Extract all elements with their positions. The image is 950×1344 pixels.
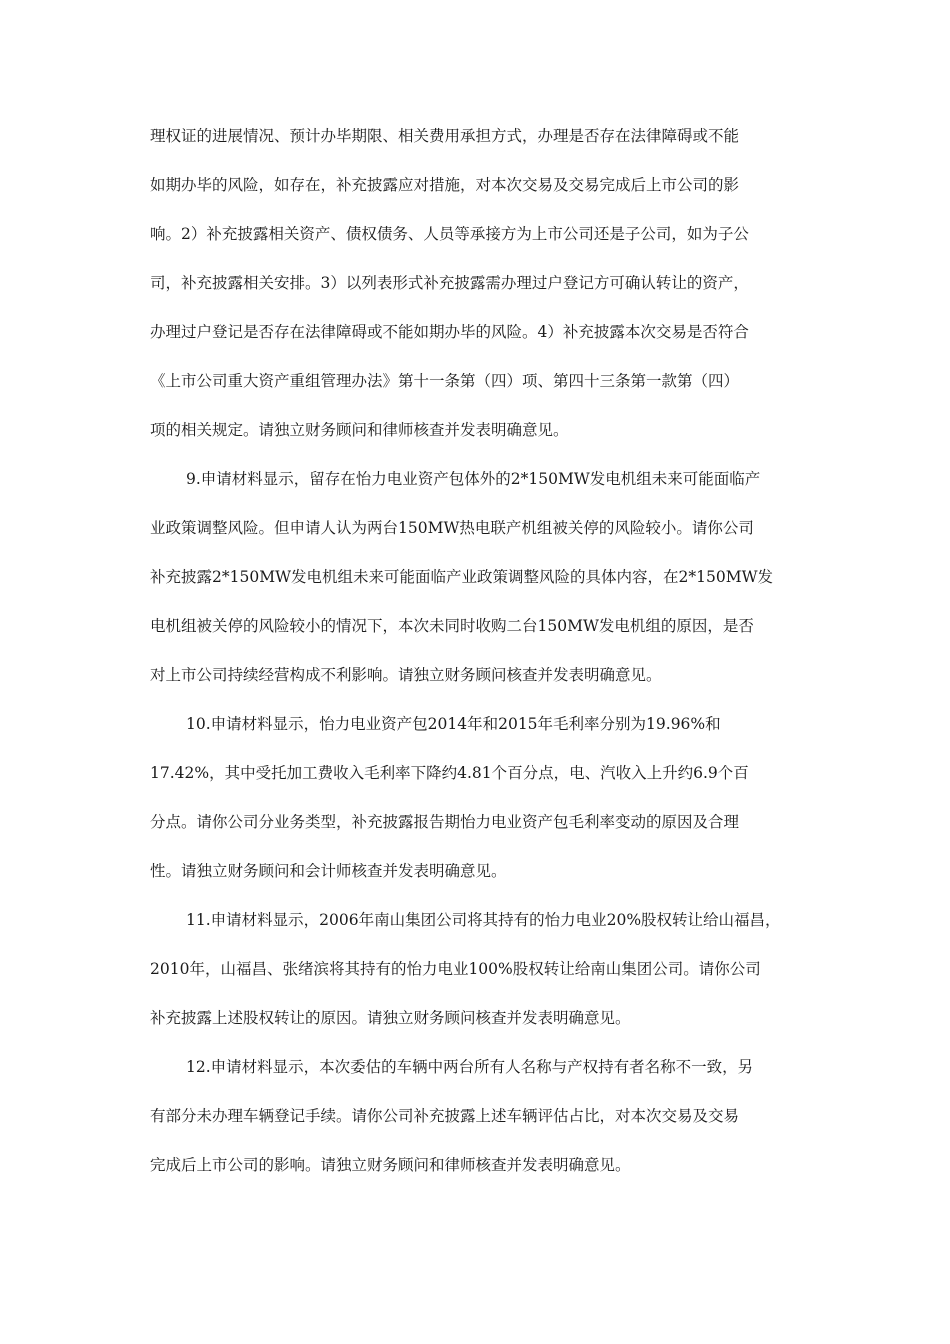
text-line: 补充披露上述股权转让的原因。请独立财务顾问核查并发表明确意见。 bbox=[150, 1009, 631, 1027]
text-line: 2010年，山福昌、张绪滨将其持有的怡力电业100%股权转让给南山集团公司。请你公司 bbox=[150, 960, 761, 978]
text-line: 响。2）补充披露相关资产、债权债务、人员等承接方为上市公司还是子公司，如为子公 bbox=[150, 225, 749, 243]
text-line: 完成后上市公司的影响。请独立财务顾问和律师核查并发表明确意见。 bbox=[150, 1156, 631, 1174]
text-line: 项的相关规定。请独立财务顾问和律师核查并发表明确意见。 bbox=[150, 421, 569, 439]
text-line: 对上市公司持续经营构成不利影响。请独立财务顾问核查并发表明确意见。 bbox=[150, 666, 662, 684]
text-line: 如期办毕的风险，如存在，补充披露应对措施，对本次交易及交易完成后上市公司的影 bbox=[150, 176, 740, 194]
text-line: 17.42%，其中受托加工费收入毛利率下降约4.81个百分点，电、汽收入上升约6.9个百 bbox=[150, 764, 749, 782]
text-line: 电机组被关停的风险较小的情况下，本次未同时收购二台150MW发电机组的原因，是否 bbox=[150, 617, 754, 635]
text-line: 司，补充披露相关安排。3）以列表形式补充披露需办理过户登记方可确认转让的资产， bbox=[150, 274, 749, 292]
text-line: 分点。请你公司分业务类型，补充披露报告期怡力电业资产包毛利率变动的原因及合理 bbox=[150, 813, 740, 831]
paragraph-11-start: 11.申请材料显示，2006年南山集团公司将其持有的怡力电业20%股权转让给山福昌， bbox=[186, 911, 781, 929]
paragraph-12-start: 12.申请材料显示，本次委估的车辆中两台所有人名称与产权持有者名称不一致，另 bbox=[186, 1058, 754, 1076]
paragraph-9-start: 9.申请材料显示，留存在怡力电业资产包体外的2*150MW发电机组未来可能面临产 bbox=[186, 470, 761, 488]
text-line: 补充披露2*150MW发电机组未来可能面临产业政策调整风险的具体内容，在2*150MW发 bbox=[150, 568, 773, 586]
paragraph-10-start: 10.申请材料显示，怡力电业资产包2014年和2015年毛利率分别为19.96%和 bbox=[186, 715, 721, 733]
text-line: 业政策调整风险。但申请人认为两台150MW热电联产机组被关停的风险较小。请你公司 bbox=[150, 519, 754, 537]
text-line: 性。请独立财务顾问和会计师核查并发表明确意见。 bbox=[150, 862, 507, 880]
text-line: 有部分未办理车辆登记手续。请你公司补充披露上述车辆评估占比，对本次交易及交易 bbox=[150, 1107, 740, 1125]
text-line: 办理过户登记是否存在法律障碍或不能如期办毕的风险。4）补充披露本次交易是否符合 bbox=[150, 323, 749, 341]
text-line: 《上市公司重大资产重组管理办法》第十一条第（四）项、第四十三条第一款第（四） bbox=[150, 372, 740, 390]
text-line: 理权证的进展情况、预计办毕期限、相关费用承担方式，办理是否存在法律障碍或不能 bbox=[150, 127, 740, 145]
